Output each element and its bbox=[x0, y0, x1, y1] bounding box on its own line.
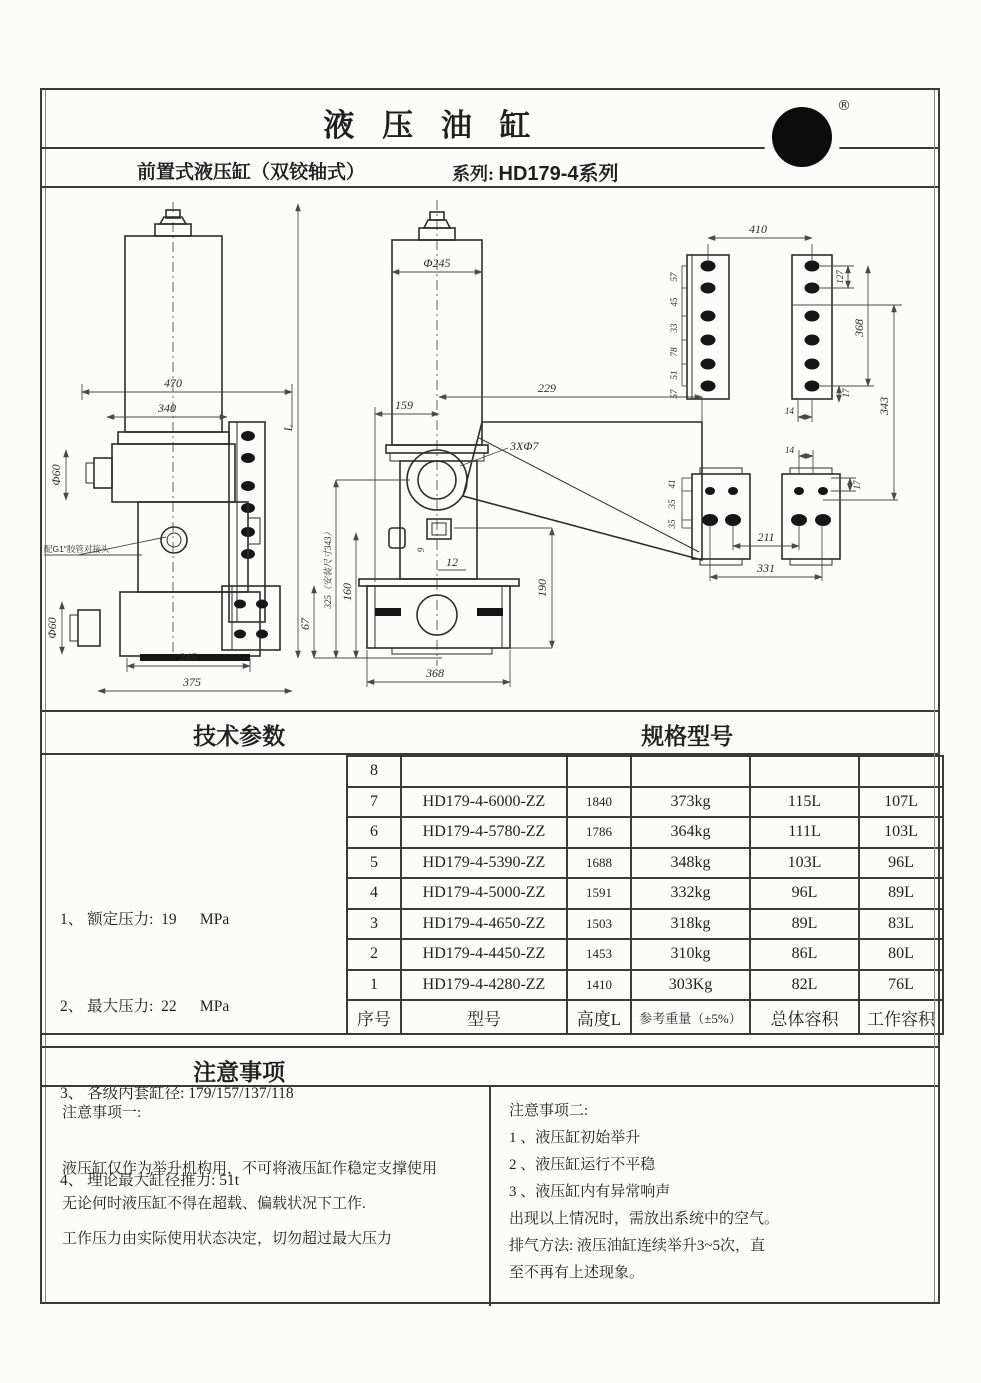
tech-param-item: 1、 额定压力: 19 MPa bbox=[60, 911, 230, 928]
column-header: 总体容积 bbox=[750, 1000, 859, 1034]
section-title-tech-params: 技术参数 bbox=[193, 724, 286, 749]
note-line: 无论何时液压缸不得在超载、偏载状况下工作. bbox=[62, 1196, 366, 1212]
working-volume-cell: 107L bbox=[859, 787, 943, 818]
dim-470: 470 bbox=[164, 376, 182, 390]
height-cell: 1453 bbox=[567, 939, 631, 970]
dim-368-plate: 368 bbox=[852, 319, 866, 337]
product-subtitle: 前置式液压缸（双铰轴式） bbox=[137, 162, 366, 183]
total-volume-cell: 111L bbox=[750, 817, 859, 848]
weight-cell: 348kg bbox=[631, 848, 750, 879]
dim-331: 331 bbox=[757, 561, 775, 575]
working-volume-cell: 103L bbox=[859, 817, 943, 848]
dim-160: 160 bbox=[340, 583, 354, 601]
total-volume-cell: 82L bbox=[750, 970, 859, 1001]
note-two-heading: 注意事项二: bbox=[509, 1103, 589, 1119]
section-header-row bbox=[42, 712, 938, 755]
weight-cell: 303Kg bbox=[631, 970, 750, 1001]
dim-325-install: 325（安装尺寸343） bbox=[323, 527, 333, 609]
dim-410: 410 bbox=[749, 222, 767, 236]
note-line: 出现以上情况时，需放出系统中的空气。 bbox=[509, 1211, 780, 1227]
working-volume-cell: 83L bbox=[859, 909, 943, 940]
weight-cell: 364kg bbox=[631, 817, 750, 848]
registered-trademark-icon: ® bbox=[837, 98, 851, 114]
model-cell: HD179-4-4450-ZZ bbox=[401, 939, 567, 970]
note-line: 工作压力由实际使用状态决定，切勿超过最大压力 bbox=[62, 1231, 393, 1247]
table-row bbox=[347, 787, 943, 818]
mounting-plate-view-top bbox=[669, 222, 902, 500]
technical-drawing-area bbox=[42, 188, 938, 712]
total-volume-cell: 115L bbox=[750, 787, 859, 818]
height-cell: 1410 bbox=[567, 970, 631, 1001]
total-volume-cell: 89L bbox=[750, 909, 859, 940]
notes-band bbox=[42, 1087, 938, 1306]
technical-drawing-svg bbox=[42, 188, 942, 712]
dim-14-plate: 14 bbox=[785, 406, 794, 416]
dim-340: 340 bbox=[158, 401, 176, 415]
table-row bbox=[347, 848, 943, 879]
dim-17-bracket: 17 bbox=[852, 480, 862, 490]
height-cell: 1591 bbox=[567, 878, 631, 909]
section-title-notes: 注意事项 bbox=[193, 1060, 286, 1085]
table-header-row bbox=[347, 1000, 943, 1034]
column-header: 序号 bbox=[347, 1000, 401, 1034]
table-row bbox=[347, 939, 943, 970]
height-cell: 1786 bbox=[567, 817, 631, 848]
dim-12: 12 bbox=[446, 555, 458, 569]
dim-375: 375 bbox=[183, 675, 201, 689]
note-column-one bbox=[42, 1087, 489, 1306]
notes-header-spacer bbox=[436, 1048, 938, 1085]
dim-stack4-1: 41 bbox=[667, 479, 677, 489]
brand-logo-circle bbox=[772, 107, 832, 167]
front-view-drawing bbox=[281, 200, 702, 687]
row-index: 6 bbox=[347, 817, 401, 848]
model-cell: HD179-4-4650-ZZ bbox=[401, 909, 567, 940]
dim-159: 159 bbox=[395, 398, 413, 412]
working-volume-cell: 76L bbox=[859, 970, 943, 1001]
dim-368-base: 368 bbox=[426, 666, 444, 680]
table-row bbox=[347, 909, 943, 940]
note-one-heading: 注意事项一: bbox=[62, 1105, 142, 1121]
note-line: 1 、液压缸初始举升 bbox=[509, 1130, 641, 1146]
dim-229: 229 bbox=[538, 381, 556, 395]
side-view-drawing bbox=[44, 202, 292, 691]
working-volume-cell bbox=[859, 756, 943, 787]
dim-L-overall: L bbox=[281, 424, 295, 432]
dim-14-bracket: 14 bbox=[785, 445, 794, 455]
spec-table bbox=[346, 755, 944, 1035]
note-line: 2 、液压缸运行不平稳 bbox=[509, 1157, 656, 1173]
total-volume-cell: 103L bbox=[750, 848, 859, 879]
note-line: 3 、液压缸内有异常响声 bbox=[509, 1184, 671, 1200]
dim-stack-6: 57 bbox=[669, 389, 679, 399]
row-index: 1 bbox=[347, 970, 401, 1001]
model-cell: HD179-4-4280-ZZ bbox=[401, 970, 567, 1001]
note-column-two bbox=[489, 1087, 942, 1306]
row-index: 7 bbox=[347, 787, 401, 818]
row-index: 2 bbox=[347, 939, 401, 970]
row-index: 3 bbox=[347, 909, 401, 940]
column-header: 参考重量（±5%） bbox=[631, 1000, 750, 1034]
tech-param-item: 3、 各级内套缸径: 179/157/137/118 bbox=[60, 1085, 294, 1102]
dim-stack-5: 51 bbox=[669, 370, 679, 380]
total-volume-cell: 86L bbox=[750, 939, 859, 970]
total-volume-cell bbox=[750, 756, 859, 787]
dim-stack-1: 57 bbox=[669, 272, 679, 282]
model-cell: HD179-4-6000-ZZ bbox=[401, 787, 567, 818]
height-cell: 1840 bbox=[567, 787, 631, 818]
dim-67: 67 bbox=[298, 618, 312, 630]
dim-stack4-3: 35 bbox=[667, 519, 677, 529]
dim-3x-phi7: 3XΦ7 bbox=[510, 439, 539, 453]
model-cell bbox=[401, 756, 567, 787]
height-cell: 1688 bbox=[567, 848, 631, 879]
dim-stack-4: 78 bbox=[669, 347, 679, 357]
dim-343: 343 bbox=[877, 397, 891, 415]
dim-phi60-top: Φ60 bbox=[49, 464, 63, 486]
total-volume-cell: 96L bbox=[750, 878, 859, 909]
working-volume-cell: 96L bbox=[859, 848, 943, 879]
dim-9: 9 bbox=[416, 547, 426, 553]
dim-phi60-bottom: Φ60 bbox=[45, 617, 59, 639]
working-volume-cell: 80L bbox=[859, 939, 943, 970]
weight-cell: 310kg bbox=[631, 939, 750, 970]
page-title: 液 压 油 缸 bbox=[323, 108, 541, 143]
dim-stack4-2: 35 bbox=[667, 499, 677, 509]
dim-stack-2: 45 bbox=[669, 297, 679, 307]
dim-stack-3: 33 bbox=[669, 323, 679, 333]
table-row bbox=[347, 970, 943, 1001]
note-line: 至不再有上述现象。 bbox=[509, 1265, 645, 1281]
row-index: 4 bbox=[347, 878, 401, 909]
dim-190: 190 bbox=[535, 579, 549, 597]
model-cell: HD179-4-5390-ZZ bbox=[401, 848, 567, 879]
notes-header-row bbox=[42, 1046, 938, 1087]
series-label bbox=[452, 157, 619, 186]
table-row bbox=[347, 878, 943, 909]
weight-cell: 373kg bbox=[631, 787, 750, 818]
table-row bbox=[347, 817, 943, 848]
section-title-spec-models: 规格型号 bbox=[641, 724, 734, 749]
height-cell: 1503 bbox=[567, 909, 631, 940]
dim-127: 127 bbox=[835, 270, 845, 284]
note-line: 排气方法: 液压油缸连续举升3~5次，直 bbox=[509, 1238, 766, 1254]
row-index: 8 bbox=[347, 756, 401, 787]
column-header: 高度L bbox=[567, 1000, 631, 1034]
model-cell: HD179-4-5000-ZZ bbox=[401, 878, 567, 909]
column-header: 工作容积 bbox=[859, 1000, 943, 1034]
tech-param-item: 4、 理论最大缸径推力: 51t bbox=[60, 1172, 240, 1189]
dim-phi245: Φ245 bbox=[423, 256, 451, 270]
dim-211: 211 bbox=[757, 530, 775, 544]
weight-cell bbox=[631, 756, 750, 787]
working-volume-cell: 89L bbox=[859, 878, 943, 909]
height-cell bbox=[567, 756, 631, 787]
row-index: 5 bbox=[347, 848, 401, 879]
series-prefix: 系列: bbox=[452, 164, 494, 184]
dim-245: 245 bbox=[179, 650, 197, 664]
dim-17-plate: 17 bbox=[841, 388, 851, 398]
model-cell: HD179-4-5780-ZZ bbox=[401, 817, 567, 848]
tech-param-item: 2、 最大压力: 22 MPa bbox=[60, 998, 230, 1015]
weight-cell: 318kg bbox=[631, 909, 750, 940]
weight-cell: 332kg bbox=[631, 878, 750, 909]
port-callout-label: 配G1″胶管对接头 bbox=[44, 544, 110, 554]
column-header: 型号 bbox=[401, 1000, 567, 1034]
note-line: 液压缸仅作为举升机构用，不可将液压缸作稳定支撑使用 bbox=[62, 1161, 438, 1177]
drawing-sheet-frame bbox=[40, 88, 940, 1304]
table-row bbox=[347, 756, 943, 787]
series-value: HD179-4系列 bbox=[498, 163, 619, 185]
